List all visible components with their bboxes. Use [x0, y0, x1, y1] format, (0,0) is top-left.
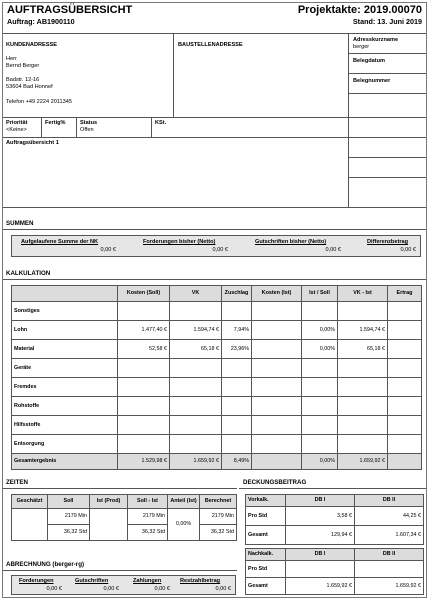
- table-header: Ist (Prod): [90, 495, 128, 509]
- table-cell: 36,32 Std: [128, 525, 168, 541]
- table-row: [246, 495, 424, 507]
- table-cell: 36,32 Std: [48, 525, 90, 541]
- table-header: DB II: [355, 549, 424, 561]
- kunde-line: Bernd Berger: [6, 63, 40, 69]
- divider: [151, 117, 152, 137]
- divider: [348, 93, 427, 94]
- kalkulation-table: [11, 285, 422, 470]
- prioritaet-label: Priorität: [6, 120, 28, 126]
- table-cell: [222, 359, 252, 378]
- table-cell: 65,18 €: [338, 340, 388, 359]
- table-header: Anteil (Ist): [168, 495, 200, 509]
- stand-date: Stand: 13. Juni 2019: [352, 17, 422, 26]
- table-cell: [170, 302, 222, 321]
- abrechnung-item-value: 0,00 €: [46, 586, 62, 592]
- table-header: Soll - Ist: [128, 495, 168, 509]
- divider: [173, 33, 174, 117]
- nachkalk-table: [245, 548, 424, 595]
- belegnummer-label: Belegnummer: [353, 78, 391, 84]
- table-cell: [252, 435, 302, 454]
- table-cell: [118, 378, 170, 397]
- table-cell: [286, 561, 355, 578]
- summen-item-value: 0,00 €: [400, 247, 416, 253]
- table-cell: [222, 302, 252, 321]
- baustellenadresse-label: BAUSTELLENADRESSE: [178, 42, 243, 48]
- auftrag-number: Auftrag: AB1900110: [7, 17, 75, 26]
- summen-title: SUMMEN: [6, 220, 34, 227]
- table-row: [12, 416, 422, 435]
- divider: [3, 279, 427, 280]
- table-cell: [302, 416, 338, 435]
- summen-item-label: Gutschriften bisher (Netto): [255, 239, 327, 245]
- table-cell: [252, 397, 302, 416]
- table-cell: 2179 Min: [48, 509, 90, 525]
- zeiten-title: ZEITEN: [6, 479, 29, 486]
- kalkulation-header-row: [12, 286, 422, 302]
- table-cell: Gesamt: [246, 526, 286, 545]
- table-row: [12, 321, 422, 340]
- table-header: VK: [170, 286, 222, 302]
- divider: [3, 488, 237, 489]
- kalkulation-title: KALKULATION: [6, 270, 51, 277]
- table-cell: 44,25 €: [355, 507, 424, 526]
- divider: [348, 73, 427, 74]
- table-cell: [118, 359, 170, 378]
- table-cell: Entsorgung: [12, 435, 118, 454]
- table-row: [246, 578, 424, 595]
- table-header: DB I: [286, 495, 355, 507]
- divider: [348, 157, 427, 158]
- table-row: [12, 302, 422, 321]
- table-cell: [388, 302, 422, 321]
- table-row: [246, 561, 424, 578]
- table-cell: Sonstiges: [12, 302, 118, 321]
- abrechnung-item-value: 0,00 €: [103, 586, 119, 592]
- table-cell: [302, 302, 338, 321]
- status-label: Status: [80, 120, 98, 126]
- table-cell: [12, 509, 48, 541]
- table-cell: 2179 Min: [128, 509, 168, 525]
- summen-item-value: 0,00 €: [212, 247, 228, 253]
- summen-item-value: 0,00 €: [100, 247, 116, 253]
- table-header: [12, 286, 118, 302]
- table-cell: Rohstoffe: [12, 397, 118, 416]
- divider: [3, 570, 237, 571]
- zeiten-header-row: [12, 495, 237, 509]
- table-cell: Gesamt: [246, 578, 286, 595]
- abrechnung-item-label: Forderungen: [19, 578, 54, 584]
- abrechnung-item-value: 0,00 €: [215, 586, 231, 592]
- kalkulation-total-row: [12, 454, 422, 470]
- table-cell: 65,18 €: [170, 340, 222, 359]
- table-cell: [388, 435, 422, 454]
- summen-item-value: 0,00 €: [325, 247, 341, 253]
- table-cell: 1.659,92 €: [286, 578, 355, 595]
- table-cell: [302, 397, 338, 416]
- summen-item-label: Aufgelaufene Summe der NK: [21, 239, 99, 245]
- table-cell: [302, 435, 338, 454]
- table-cell: [388, 359, 422, 378]
- table-cell: [388, 416, 422, 435]
- table-cell: 129,94 €: [286, 526, 355, 545]
- zeiten-table: [11, 494, 237, 541]
- table-header: DB I: [286, 549, 355, 561]
- table-cell: [338, 302, 388, 321]
- divider: [3, 137, 348, 138]
- table-header: Ist / Soll: [302, 286, 338, 302]
- table-cell: [170, 435, 222, 454]
- table-header: Nachkalk.: [246, 549, 286, 561]
- auftragsuebersicht-label: Auftragsübersicht 1: [6, 140, 59, 146]
- table-cell: [170, 359, 222, 378]
- table-cell: [252, 321, 302, 340]
- table-cell: [355, 561, 424, 578]
- abrechnung-item-label: Zahlungen: [133, 578, 162, 584]
- table-cell: 0,00%: [302, 321, 338, 340]
- table-cell: [252, 378, 302, 397]
- projektakte-number: Projektakte: 2019.00070: [297, 4, 422, 16]
- table-row: [12, 435, 422, 454]
- table-header: Vorkalk.: [246, 495, 286, 507]
- table-header: Kosten (Ist): [252, 286, 302, 302]
- divider: [3, 229, 427, 230]
- table-header: Kosten (Soll): [118, 286, 170, 302]
- deckungsbeitrag-title: DECKUNGSBEITRAG: [243, 479, 307, 486]
- table-cell: Lohn: [12, 321, 118, 340]
- table-cell: [338, 359, 388, 378]
- vorkalk-table: [245, 494, 424, 545]
- table-cell: 0,00%: [302, 454, 338, 470]
- table-cell: Fremdes: [12, 378, 118, 397]
- table-cell: [252, 359, 302, 378]
- report-page: [2, 2, 427, 598]
- prioritaet-value: <Keine>: [6, 127, 27, 133]
- kunde-line: Badstr. 12-16: [6, 77, 40, 83]
- divider: [3, 33, 427, 34]
- table-cell: [118, 416, 170, 435]
- divider: [348, 137, 427, 138]
- table-cell: [338, 378, 388, 397]
- table-cell: [388, 378, 422, 397]
- table-row: [246, 507, 424, 526]
- table-cell: [388, 397, 422, 416]
- kunde-line: Herr: [6, 56, 17, 62]
- table-cell: [118, 397, 170, 416]
- table-cell: 23,96%: [222, 340, 252, 359]
- table-header: DB II: [355, 495, 424, 507]
- report-title: AUFTRAGSÜBERSICHT: [7, 4, 133, 16]
- table-cell: 1.594,74 €: [170, 321, 222, 340]
- divider: [239, 488, 427, 489]
- table-cell: 1.659,92 €: [170, 454, 222, 470]
- table-cell: Material: [12, 340, 118, 359]
- table-cell: Gesamtergebnis: [12, 454, 118, 470]
- table-cell: [222, 378, 252, 397]
- kunde-line: 53604 Bad Honnef: [6, 84, 53, 90]
- fertig-label: Fertig%: [45, 120, 66, 126]
- divider: [76, 117, 77, 137]
- table-cell: [302, 378, 338, 397]
- adresskurzname-label: Adresskurzname: [353, 37, 399, 43]
- table-cell: [118, 435, 170, 454]
- table-cell: [90, 509, 128, 541]
- table-cell: [338, 397, 388, 416]
- table-cell: 36,32 Std: [200, 525, 237, 541]
- table-cell: 0,00%: [168, 509, 200, 541]
- kundenadresse-label: KUNDENADRESSE: [6, 42, 57, 48]
- table-row: [12, 340, 422, 359]
- table-cell: 52,58 €: [118, 340, 170, 359]
- table-cell: [252, 416, 302, 435]
- table-header: VK - Ist: [338, 286, 388, 302]
- abrechnung-item-label: Gutschriften: [75, 578, 109, 584]
- divider: [41, 117, 42, 137]
- abrechnung-item-value: 0,00 €: [154, 586, 170, 592]
- table-cell: 1.594,74 €: [338, 321, 388, 340]
- table-cell: [338, 435, 388, 454]
- table-cell: [170, 416, 222, 435]
- table-cell: [118, 302, 170, 321]
- table-row: [12, 397, 422, 416]
- table-cell: [222, 397, 252, 416]
- table-cell: [302, 359, 338, 378]
- abrechnung-item-label: Restzahlbetrag: [180, 578, 221, 584]
- summen-item-label: Forderungen bisher (Netto): [143, 239, 216, 245]
- table-cell: [252, 340, 302, 359]
- table-cell: 3,58 €: [286, 507, 355, 526]
- table-cell: Hilfsstoffe: [12, 416, 118, 435]
- table-row: [12, 509, 237, 525]
- table-cell: [222, 435, 252, 454]
- table-header: Soll: [48, 495, 90, 509]
- table-row: [246, 549, 424, 561]
- table-row: [12, 378, 422, 397]
- table-cell: 1.529,98 €: [118, 454, 170, 470]
- divider: [348, 53, 427, 54]
- table-cell: [252, 454, 302, 470]
- table-cell: [388, 340, 422, 359]
- table-header: Berechnet: [200, 495, 237, 509]
- kst-label: KSt.: [155, 120, 167, 126]
- table-header: Zuschlag: [222, 286, 252, 302]
- divider: [348, 177, 427, 178]
- table-row: [246, 526, 424, 545]
- table-cell: 1.659,92 €: [338, 454, 388, 470]
- table-cell: [170, 378, 222, 397]
- table-cell: 1.477,40 €: [118, 321, 170, 340]
- table-cell: Geräte: [12, 359, 118, 378]
- table-cell: [338, 416, 388, 435]
- table-header: Ertrag: [388, 286, 422, 302]
- table-cell: 1.607,34 €: [355, 526, 424, 545]
- table-cell: [222, 416, 252, 435]
- table-cell: 8,49%: [222, 454, 252, 470]
- table-cell: Pro Std: [246, 561, 286, 578]
- table-cell: 1.659,92 €: [355, 578, 424, 595]
- table-cell: 0,00%: [302, 340, 338, 359]
- table-cell: [170, 397, 222, 416]
- belegdatum-label: Belegdatum: [353, 58, 386, 64]
- divider: [3, 117, 348, 118]
- table-header: Geschätzt: [12, 495, 48, 509]
- table-cell: [388, 321, 422, 340]
- table-cell: [252, 302, 302, 321]
- table-cell: 2179 Min: [200, 509, 237, 525]
- abrechnung-title: ABRECHNUNG (berger-rg): [6, 561, 85, 568]
- table-cell: [388, 454, 422, 470]
- summen-item-label: Differenzbetrag: [367, 239, 409, 245]
- status-value: Offen: [80, 127, 94, 133]
- divider: [3, 207, 427, 208]
- adresskurzname-value: berger: [353, 44, 370, 50]
- divider: [348, 33, 349, 207]
- divider: [348, 117, 427, 118]
- kunde-phone: Telefon +49 2224 2011345: [6, 99, 72, 105]
- table-cell: Pro Std: [246, 507, 286, 526]
- table-row: [12, 359, 422, 378]
- table-cell: 7,94%: [222, 321, 252, 340]
